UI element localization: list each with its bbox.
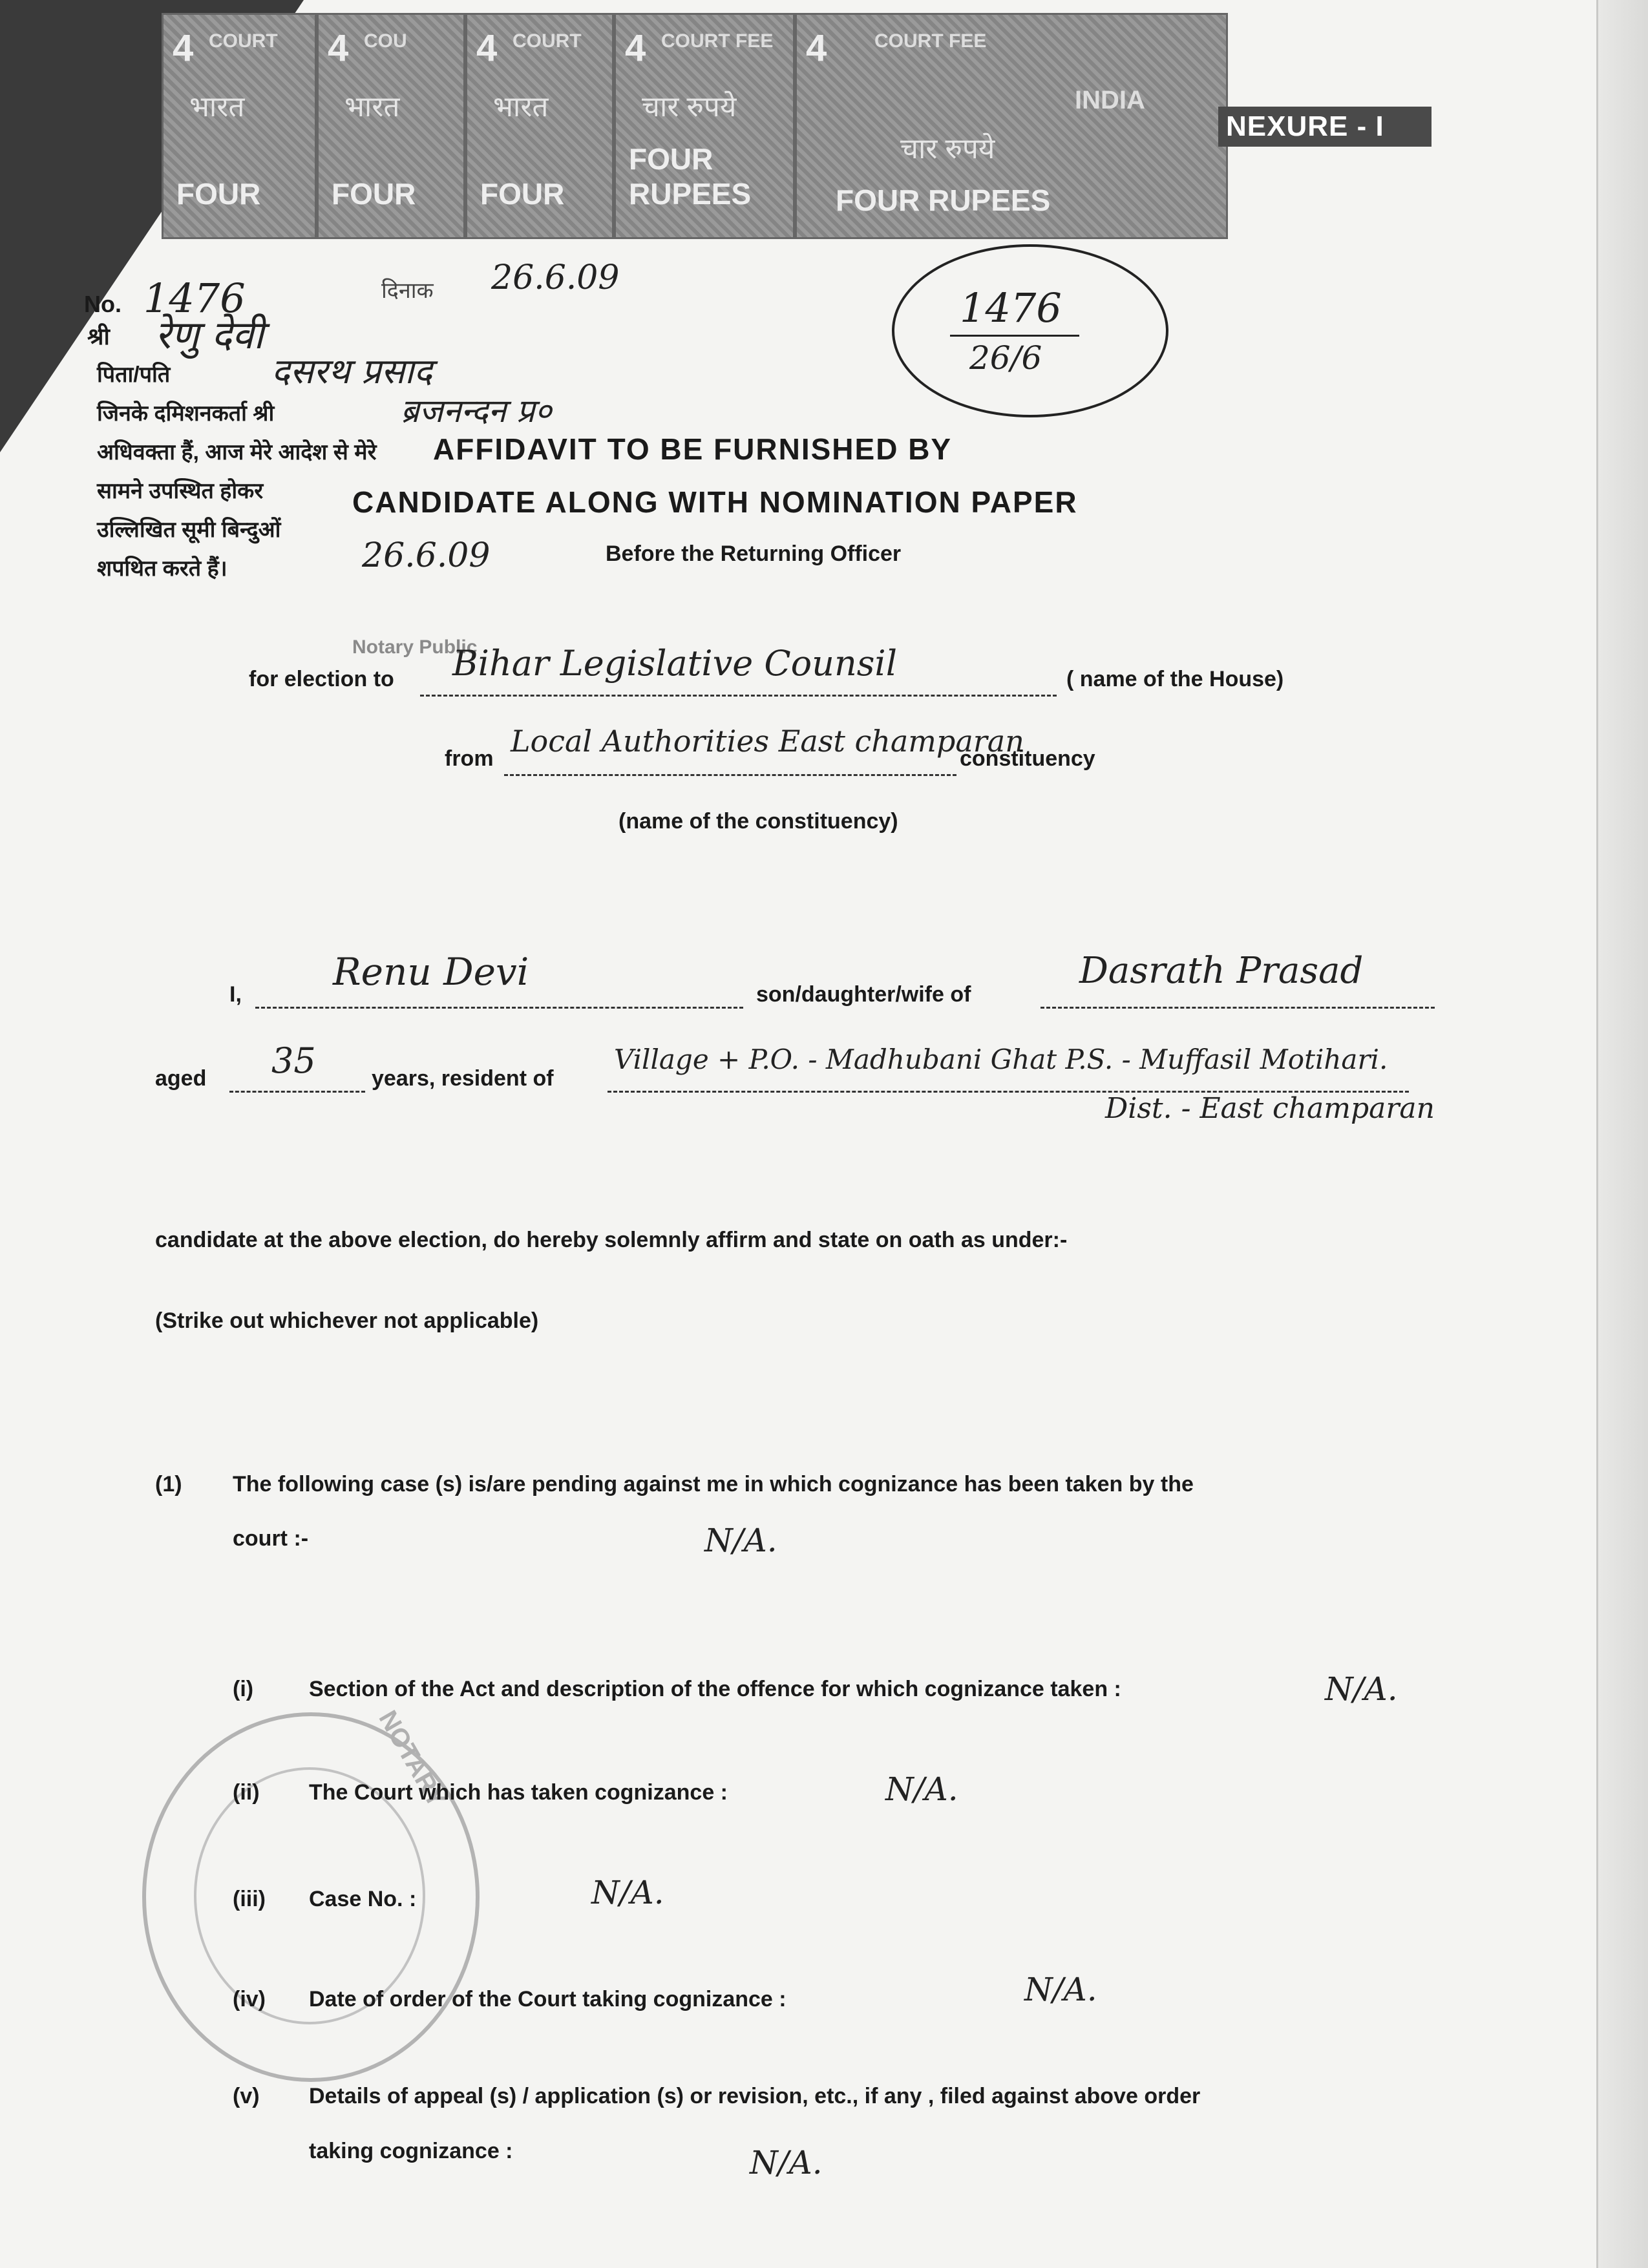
subitem-iv-number: (iv): [233, 1987, 266, 2011]
item-1-text: The following case (s) is/are pending against me in which cognizance has been taken by the: [233, 1472, 1194, 1496]
age-line: [229, 1091, 365, 1093]
subitem-ii-answer: N/A.: [885, 1770, 958, 1808]
constituency-note: (name of the constituency): [618, 809, 898, 834]
affidavit-title-line-1: AFFIDAVIT TO BE FURNISHED BY: [433, 432, 953, 466]
circle-divider: [950, 335, 1079, 337]
election-value: Bihar Legislative Counsil: [452, 643, 897, 684]
address-line-2: Dist. - East champaran: [1105, 1092, 1435, 1125]
resident-label: years, resident of: [372, 1066, 554, 1091]
candidate-name-line: [255, 1007, 743, 1009]
notary-number: 1476: [143, 275, 246, 322]
affidavit-title-line-2: CANDIDATE ALONG WITH NOMINATION PAPER: [352, 485, 1078, 519]
election-suffix: ( name of the House): [1066, 667, 1284, 691]
annexure-label: NEXURE - I: [1218, 107, 1431, 147]
notary-no-label: No.: [84, 291, 121, 317]
constituency-label: from: [445, 746, 494, 771]
strike-out-note: (Strike out whichever not applicable): [155, 1308, 539, 1333]
court-fee-stamp-3: 4 COURT भारत FOUR: [465, 13, 614, 239]
notary-line-4: उल्लिखित सूमी बिन्दुओं: [97, 518, 281, 542]
subitem-i-text: Section of the Act and description of the offence for which cognizance taken :: [309, 1677, 1121, 1701]
notary-line-3: सामने उपस्थित होकर: [97, 479, 264, 503]
court-fee-stamp-5: 4 COURT FEE INDIA चार रुपये FOUR RUPEES: [795, 13, 1228, 239]
candidate-age: 35: [271, 1040, 316, 1081]
subitem-ii-text: The Court which has taken cognizance :: [309, 1780, 728, 1805]
page-edge-shadow: [1596, 0, 1648, 2268]
relation-label: son/daughter/wife of: [756, 982, 971, 1007]
notary-father-label: पिता/पति: [97, 362, 171, 387]
relation-line: [1041, 1007, 1435, 1009]
constituency-value: Local Authorities East champaran: [511, 724, 1024, 759]
subitem-iii-number: (iii): [233, 1887, 266, 1911]
notary-line-2: अधिवक्ता हैं, आज मेरे आदेश से मेरे: [97, 440, 377, 465]
subitem-iv-text: Date of order of the Court taking cognizance :: [309, 1987, 787, 2011]
election-line: [420, 695, 1057, 697]
court-fee-stamp-4: 4 COURT FEE चार रुपये FOUR RUPEES: [614, 13, 795, 239]
notary-date-label: दिनाक: [381, 278, 434, 303]
candidate-name: Renu Devi: [333, 950, 529, 994]
notary-line-1: जिनके दमिशनकर्ता श्री: [97, 401, 275, 426]
constituency-line: [504, 774, 956, 776]
court-fee-stamp-1: 4 COURT भारत FOUR: [162, 13, 317, 239]
item-1-number: (1): [155, 1472, 182, 1496]
item-1-court-label: court :-: [233, 1526, 309, 1551]
subitem-ii-number: (ii): [233, 1780, 260, 1805]
subitem-i-answer: N/A.: [1325, 1670, 1398, 1708]
court-fee-stamp-2: 4 COU भारत FOUR: [317, 13, 465, 239]
notary-advocate: ब्रजनन्दन प्र०: [401, 392, 552, 430]
bleed-through-text: [233, 646, 238, 670]
relation-name: Dasrath Prasad: [1079, 950, 1364, 992]
election-label: for election to: [249, 667, 394, 691]
notary-name: रेणु देवी: [155, 313, 264, 358]
constituency-suffix: constituency: [960, 746, 1095, 771]
item-1-answer: N/A.: [704, 1522, 777, 1559]
candidate-i-label: I,: [229, 982, 242, 1007]
subitem-iii-text: Case No. :: [309, 1887, 417, 1911]
notary-public-label: Notary Public: [352, 636, 478, 658]
notary-date: 26.6.09: [491, 258, 620, 297]
circle-date: 26/6: [969, 339, 1042, 377]
subitem-v-text-2: taking cognizance :: [309, 2139, 513, 2163]
notary-shri-label: श्री: [87, 323, 110, 350]
subitem-v-text: Details of appeal (s) / application (s) or revision, etc., if any , filed against above order: [309, 2084, 1201, 2108]
subitem-i-number: (i): [233, 1677, 254, 1701]
oath-statement: candidate at the above election, do hereby solemnly affirm and state on oath as under:-: [155, 1228, 1068, 1252]
notary-signature-date: 26.6.09: [362, 536, 491, 575]
subitem-iv-answer: N/A.: [1024, 1971, 1097, 2008]
seal-text: NOTARY: [373, 1706, 451, 1812]
circle-number: 1476: [960, 284, 1062, 331]
affidavit-subtitle: Before the Returning Officer: [606, 541, 902, 566]
notary-line-5: शपथित करते हैं।: [97, 556, 227, 581]
subitem-v-answer: N/A.: [750, 2144, 823, 2181]
notary-father-name: दसरथ प्रसाद: [271, 351, 432, 392]
address-line-1: Village + P.O. - Madhubani Ghat P.S. - Muffasil Motihari.: [614, 1044, 1388, 1075]
subitem-v-number: (v): [233, 2084, 260, 2108]
subitem-iii-answer: N/A.: [591, 1874, 664, 1911]
aged-label: aged: [155, 1066, 207, 1091]
